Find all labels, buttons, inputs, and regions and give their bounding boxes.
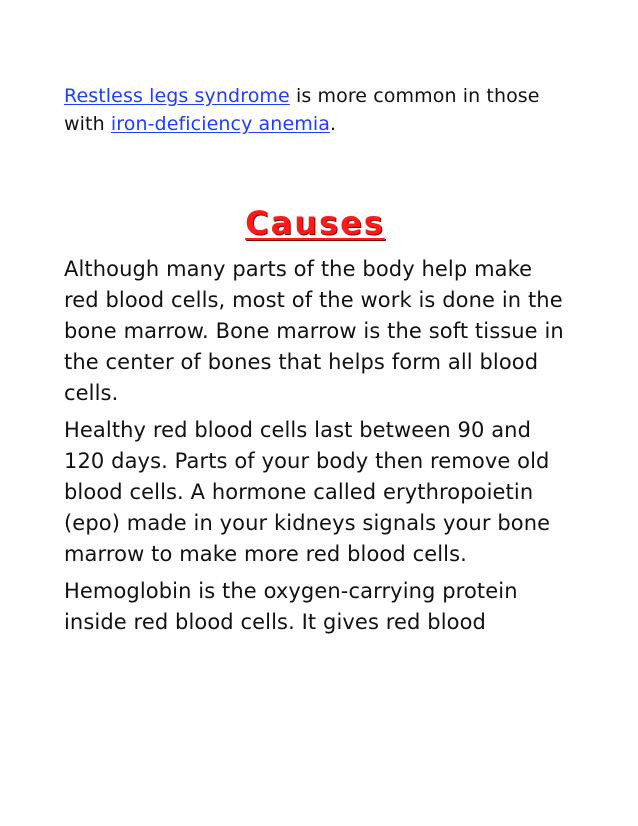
intro-text-2: . [329, 113, 337, 135]
restless-legs-link[interactable]: Restless legs syndrome [64, 85, 290, 107]
intro-paragraph [64, 82, 566, 138]
iron-deficiency-anemia-link[interactable]: iron-deficiency anemia [110, 113, 330, 135]
intro-text-1: is more common in those with [64, 85, 540, 135]
causes-paragraph-2: Healthy red blood cells last between 90 and 120 days. Parts of your body then remove old blood cells. A hormone called erythropoietin (epo) made in your kidneys signals your bone marrow to make more red blood cells. [64, 418, 551, 566]
causes-heading-text: Causes [245, 204, 385, 242]
causes-heading [64, 202, 566, 244]
causes-paragraph-3: Hemoglobin is the oxygen-carrying protein inside red blood cells. It gives red blood [64, 579, 518, 634]
causes-paragraph-1: Although many parts of the body help make red blood cells, most of the work is done in the bone marrow. Bone marrow is the soft tissue in the center of bones that helps form all blood cells. [64, 257, 564, 405]
